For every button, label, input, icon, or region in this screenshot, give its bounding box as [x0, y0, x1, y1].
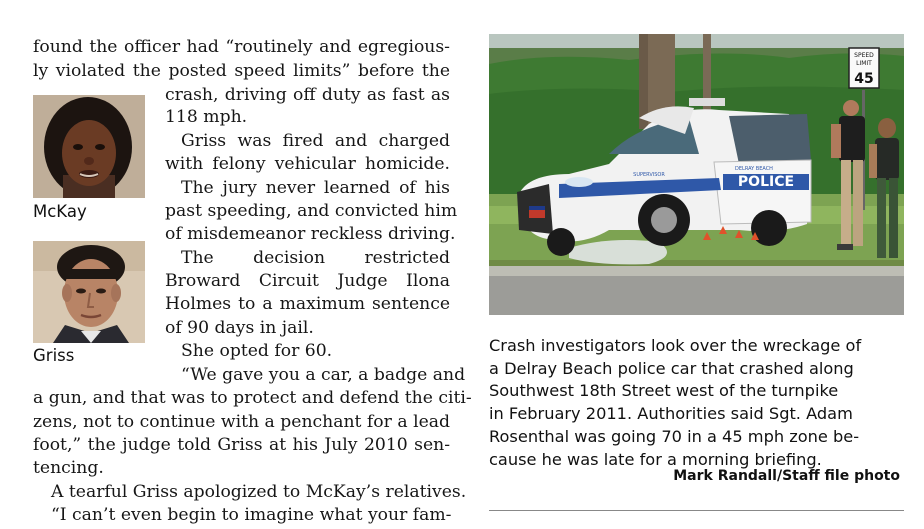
sign-text: 45 — [854, 71, 874, 87]
sign-text: SPEED — [854, 52, 874, 59]
article-line: ly violated the posted speed limits” before the — [33, 61, 450, 81]
article-word: decision — [253, 248, 326, 268]
article-line: foot,” the judge told Griss at his July 2010 sen- — [33, 435, 450, 455]
crash-photo — [489, 34, 904, 315]
article-line: tencing. — [33, 458, 104, 478]
sign-text: LIMIT — [856, 60, 872, 67]
car-small-text: SUPERVISOR — [633, 172, 665, 178]
griss-caption: Griss — [33, 346, 75, 365]
article-line-decision — [181, 246, 450, 270]
article-line: Broward Circuit Judge Ilona — [165, 271, 450, 291]
article-line: 118 mph. — [165, 107, 248, 127]
article-line: “I can’t even begin to imagine what your fam- — [51, 505, 452, 525]
mckay-mugshot — [33, 95, 145, 198]
article-line: Holmes to a maximum sentence — [165, 294, 450, 314]
mckay-caption: McKay — [33, 202, 87, 221]
article-word: restricted — [364, 248, 450, 268]
car-door-text: POLICE — [737, 174, 795, 190]
article-line: The jury never learned of his — [181, 178, 450, 198]
article-line: a gun, and that was to protect and defend the citi- — [33, 388, 472, 408]
caption-line: Crash investigators look over the wreckage of — [489, 336, 862, 355]
article-line: found the officer had “routinely and egregious- — [33, 37, 450, 57]
article-line: with felony vehicular homicide. — [165, 154, 450, 174]
article-line: crash, driving off duty as fast as — [165, 85, 450, 105]
photo-caption — [489, 335, 904, 471]
caption-line: Rosenthal was going 70 in a 45 mph zone be- — [489, 426, 860, 446]
article-line: past speeding, and convicted him — [165, 201, 458, 221]
photo-credit: Mark Randall/Staff file photo — [673, 468, 900, 484]
article-line: of misdemeanor reckless driving. — [165, 224, 456, 244]
article-line: Griss was fired and charged — [181, 131, 450, 151]
caption-line: Southwest 18th Street west of the turnpike — [489, 381, 839, 401]
article-line: She opted for 60. — [181, 341, 333, 361]
article-line: zens, not to continue with a penchant for a lead — [33, 412, 450, 432]
caption-line: in February 2011. Authorities said Sgt. Adam — [489, 404, 853, 424]
article-word: The — [181, 248, 214, 268]
article-line: “We gave you a car, a badge and — [181, 365, 466, 385]
caption-line: cause he was late for a morning briefing. — [489, 449, 822, 469]
car-small-text: DELRAY BEACH — [735, 166, 773, 172]
article-line: A tearful Griss apologized to McKay’s relatives. — [51, 482, 467, 502]
divider — [489, 510, 904, 511]
article-line: of 90 days in jail. — [165, 318, 314, 338]
griss-mugshot — [33, 241, 145, 343]
caption-line: a Delray Beach police car that crashed along — [489, 358, 854, 378]
